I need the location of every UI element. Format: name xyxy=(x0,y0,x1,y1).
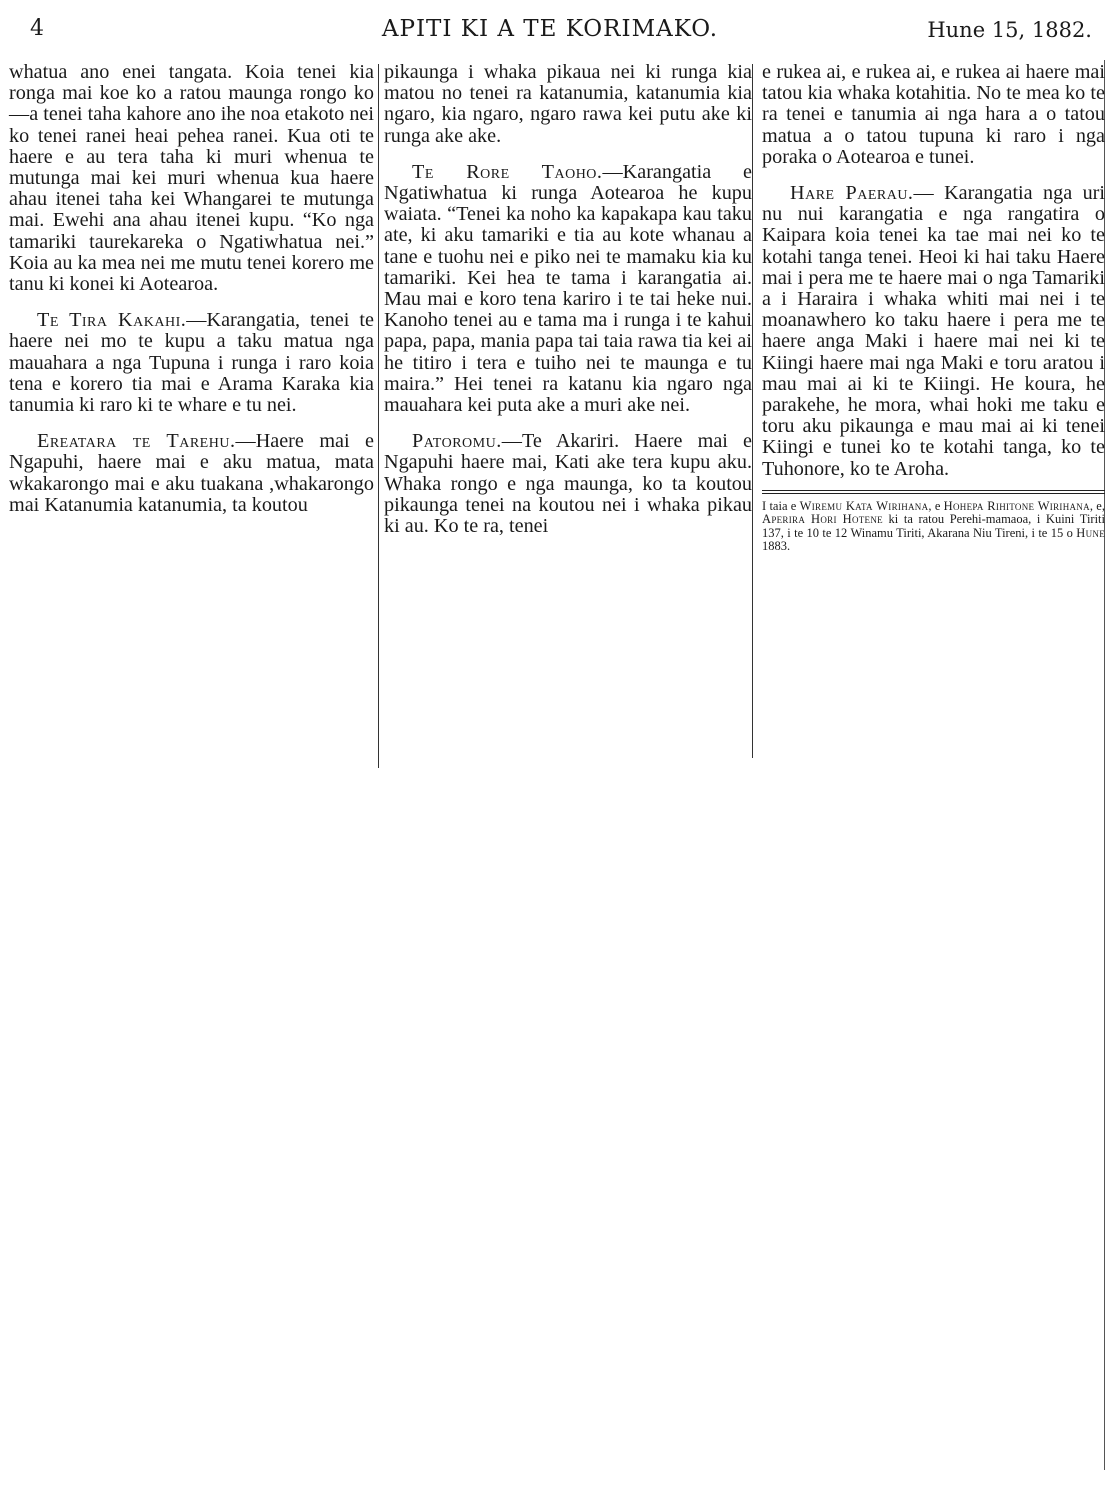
double-rule-divider xyxy=(762,490,1105,494)
section-heading: Ereatara te Tarehu. xyxy=(37,430,236,453)
section-body: —Te Akariri. Haere mai e Ngapuhi haere mai, Kati ake tera kupu aku. Whaka rongo e nga maunga, ko ta koutou pikaunga tenei na koutou nei i whaka pikau ki au. Ko te ra, tenei xyxy=(384,430,752,538)
page-number: 4 xyxy=(30,16,44,41)
section-body: —Karangatia, tenei te haere nei mo te kupu a taku matua nga mauahara a nga Tupuna i runga i raro koia tena e korero tia mai e Arama Karaka kia tanumia ki raro ki te whare e tu nei. xyxy=(9,309,374,417)
printer-name: Wiremu Kata Wirihana xyxy=(799,498,929,513)
imprint-text: I taia e xyxy=(762,498,800,513)
column-3 xyxy=(762,62,1105,554)
imprint-text: 1883. xyxy=(762,539,791,554)
section-body: —Karangatia e Ngatiwhatua ki runga Aotearoa he kupu waiata. “Tenei ka noho ka kapakapa kau taku ate, ki aku tamariki e tia au kote whanau a tane e tuohu nei e piko nei te mamaku kia ku tamariki. Kei hea te tama i karangatia ai. Mau mai e koro tena kariro i te tai heke nui. Kanoho tenei au e tama ma i runga i te kahui papa, papa, mania papa tai taia rawa tia kei ai he titiro i tera e tuiho nei te maunga e tu maira.” Hei tenei ra katanu kia ngaro nga mauahara kei puta ake a muri ake nei. xyxy=(384,160,752,417)
section-heading: Te Tira Kakahi. xyxy=(37,309,187,332)
issue-date: Hune 15, 1882. xyxy=(927,18,1092,42)
section-body: — Karangatia nga uri nu nui karangatia e nga rangatira o Kaipara koia tenei ka tae mai nei ko te kotahi tanga tenei. Heoi ki hai taku Haere mai i pera me te haere mai o nga Tamariki a i Haraira i whaka whiti mai nei i te moanawhero ko taku haere i pera me te haere anga Maki i haere mai nei ki te Kiingi haere mai nga Maki e toru aratou i mau mai ai ki te Kiingi. He koura, he parakehe, he mora, whai hoki me taku e toru aku pikaunga e mau mai ai ki tenei Kiingi e tunei ko te kotahi tanga, ko te Tuhonore, ko te Aroha. xyxy=(762,182,1105,480)
section-patoromu xyxy=(384,431,752,537)
section-heading: Patoromu. xyxy=(412,430,502,453)
section-te-rore-taoho xyxy=(384,162,752,416)
section-heading: Te Rore Taoho. xyxy=(412,160,603,183)
column-2 xyxy=(384,62,752,537)
page-header xyxy=(0,14,1114,48)
section-heading: Hare Paerau. xyxy=(790,182,914,205)
printer-name: Aperira Hori Hotene xyxy=(762,512,883,527)
running-title: APITI KI A TE KORIMAKO. xyxy=(381,16,719,42)
imprint-text: , e, xyxy=(1089,498,1105,513)
printer-name: Hohepa Rihitone Wirihana xyxy=(943,498,1090,513)
paragraph: e rukea ai, e rukea ai, e rukea ai haere mai tatou kia whaka kotahitia. No te mea ko te ra tenei e tanumia ai nga hara a o tatou matua a o tatou tupuna ki raro i nga poraka o Aotearoa e tunei. xyxy=(762,61,1105,168)
section-ereatara-te-tarehu xyxy=(9,431,374,516)
article-columns xyxy=(9,62,1105,762)
column-1 xyxy=(9,62,374,516)
section-body: —Haere mai e Ngapuhi, haere mai e aku matua, mata wkakarongo mai e aku tuakana ,whakarongo mai Katanumia katanumia, ta koutou xyxy=(9,430,374,516)
section-te-tira-kakahi xyxy=(9,310,374,416)
imprint-text: , e xyxy=(928,498,944,513)
paragraph: whatua ano enei tangata. Koia tenei kia ronga mai koe ko a ratou maunga rongo ko—a tenei taha kahore ano ihe noa etakoto nei ko tenei ranei heai pehea ranei. Kua oti te haere e au tera taha ki muri whenua te mutunga mai kei muri whenua kua haere ahau itenei taha kei Whangarei te mutunga mai. Ewehi ana ahau itenei kupu. “Ko nga tamariki taurekareka o Ngatiwhatua nei.” Koia au ka mea nei me mutu tenei korero me tanu ki konei ki Aotearoa. xyxy=(9,61,374,296)
imprint-text: ki ta ratou Perehi-mamaoa, i Kuini Tiriti 137, i te 10 te 12 Winamu Tiriti, Akarana Niu Tireni, i te 15 o xyxy=(762,512,1105,540)
printer-imprint xyxy=(762,500,1105,554)
imprint-month: Hune xyxy=(1076,525,1105,540)
section-hare-paerau xyxy=(762,183,1105,480)
paragraph: pikaunga i whaka pikaua nei ki runga kia matou no tenei ra katanumia, katanumia kia ngaro, kia ngaro, ngaro rawa kei putu ake ki runga ake ake. xyxy=(384,61,752,147)
